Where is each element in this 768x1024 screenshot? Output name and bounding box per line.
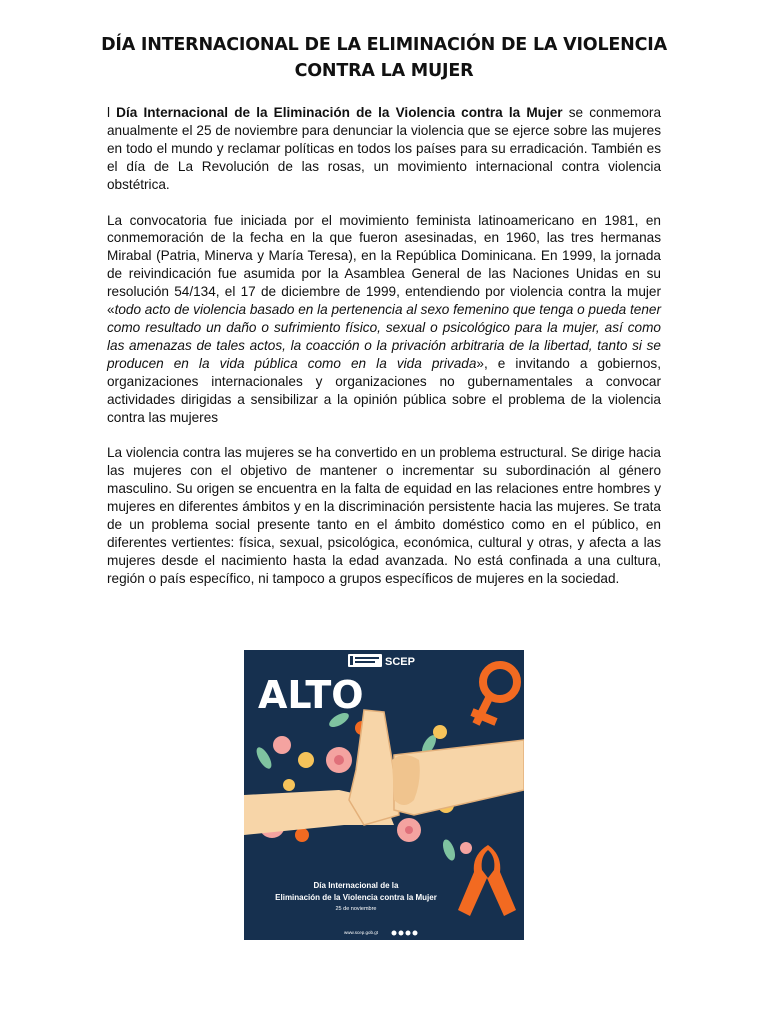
campaign-poster bbox=[244, 650, 524, 940]
document-body bbox=[107, 104, 661, 606]
paragraph-text: se conmemora anualmente el 25 de noviembre para denunciar la violencia que se ejerce sobre las mujeres en todo el mundo y reclamar políticas en todos los países para su erradicación. También es el día de La Revolución de las rosas, un movimiento internacional contra violencia obstétrica. bbox=[107, 105, 662, 192]
poster-caption-line2: Eliminación de la Violencia contra la Mujer bbox=[275, 893, 437, 902]
paragraph-text: La convocatoria fue iniciada por el movimiento feminista latinoamericano en 1981, en conmemoración de la fecha en la que fueron asesinadas, en 1960, las tres hermanas Mirabal (Patria, Minerva y María Teresa), en la República Dominicana. En 1999, la jornada de reivindicación fue asumida por la Asamblea General de las Naciones Unidas en su resolución 54/134, el 17 de diciembre de 1999, entendiendo por violencia contra la mujer « bbox=[107, 212, 661, 318]
paragraph-text: », e invitando a gobiernos, organizaciones internacionales y organizaciones no gubernamentales a convocar actividades dirigidas a sensibilizar a la opinión pública sobre el problema de la violencia contra las mujeres bbox=[107, 355, 661, 425]
page-title: DÍA INTERNACIONAL DE LA ELIMINACIÓN DE LA VIOLENCIA CONTRA LA MUJER bbox=[101, 34, 667, 81]
poster-brand: SCEP bbox=[385, 656, 415, 668]
paragraph-lead: l bbox=[107, 105, 111, 120]
poster-website: www.scep.gob.gt bbox=[344, 930, 379, 935]
paragraph-bold-title: Día Internacional de la Eliminación de la Violencia contra la Mujer bbox=[116, 105, 563, 120]
poster-illustration bbox=[244, 650, 524, 940]
poster-date: 25 de noviembre bbox=[335, 906, 377, 912]
poster-headline: ALTO bbox=[258, 673, 364, 717]
scep-logo bbox=[348, 654, 415, 668]
paragraph-history bbox=[107, 212, 661, 427]
paragraph-structural: La violencia contra las mujeres se ha convertido en un problema estructural. Se dirige hacia las mujeres con el objetivo de mantener o incrementar su subordinación al género masculino. Su origen se encuentra en la falta de equidad en las relaciones entre hombres y mujeres en diferentes ámbitos y en la discriminación persistente hacia las mujeres. Se trata de un problema social presente tanto en el ámbito doméstico como en el público, en diferentes vertientes: física, sexual, psicológica, económica, cultural y otras, y afecta a las mujeres desde el nacimiento hasta la edad avanzada. No está confinada a una cultura, región o país específico, ni tampoco a grupos específicos de mujeres en la sociedad. bbox=[107, 445, 661, 586]
poster-caption-line1: Día Internacional de la bbox=[313, 881, 399, 890]
un-definition-quote: todo acto de violencia basado en la pertenencia al sexo femenino que tenga o pueda tener como resultado un daño o sufrimiento físico, sexual o psicológico para la mujer, así como las amenazas de tales actos, la coacción o la privación arbitraria de la libertad, tanto si se producen en la vida pública como en la vida privada bbox=[107, 302, 661, 371]
paragraph-intro bbox=[107, 104, 661, 194]
